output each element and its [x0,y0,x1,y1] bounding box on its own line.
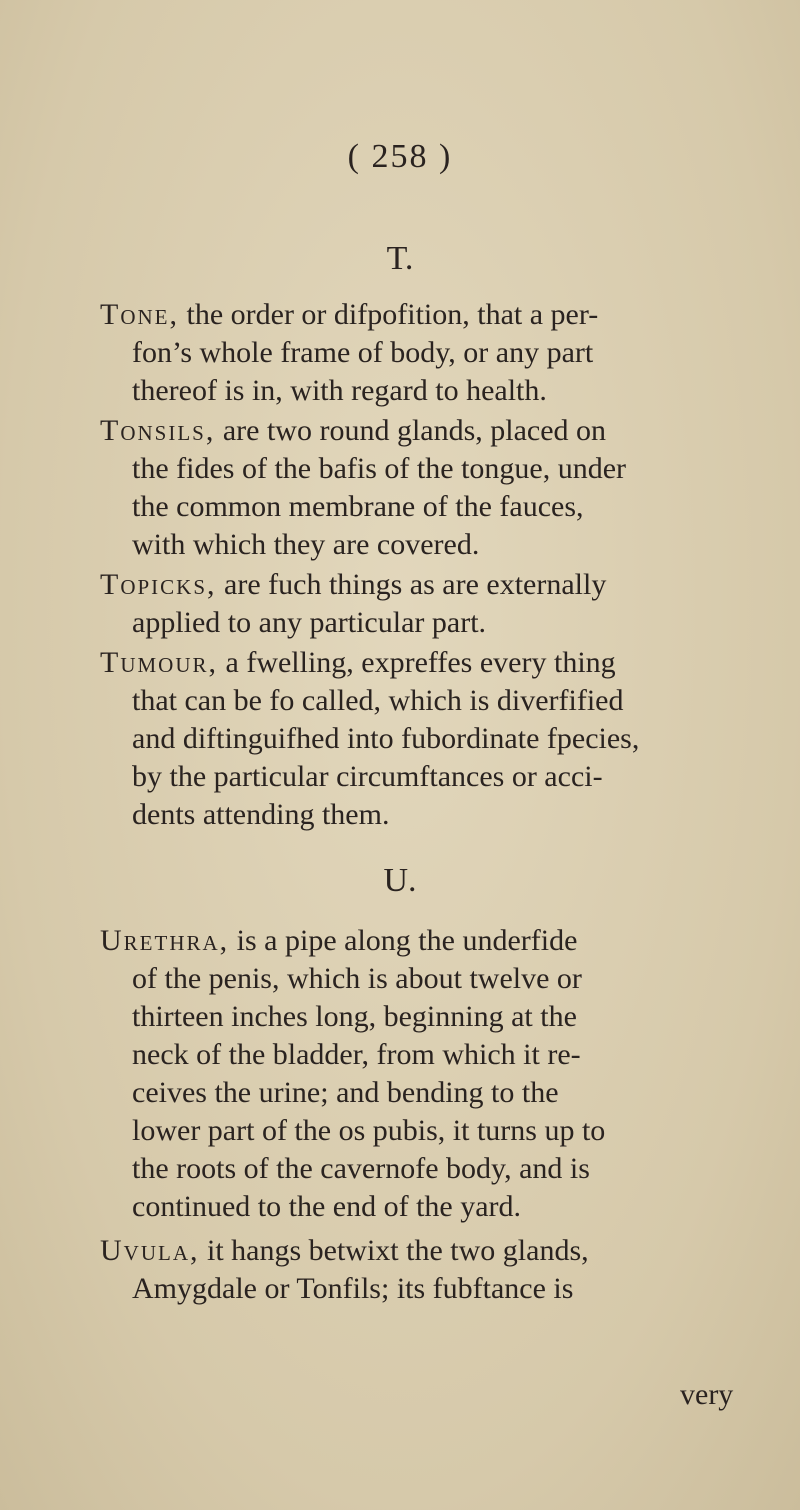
entry-line: and diftinguifhed into fubordinate fpecies, [132,722,640,755]
catchword: very [680,1378,734,1411]
entry-line: of the penis, which is about twelve or [132,962,582,995]
entry-line: lower part of the os pubis, it turns up to [132,1114,606,1147]
glossary-entry-uvula [100,1232,720,1308]
entry-line: ceives the urine; and bending to the [132,1076,559,1109]
entry-first-line: Uvula, it hangs betwixt the two glands, [100,1234,589,1267]
entry-line: thereof is in, with regard to health. [132,374,547,407]
glossary-entry-tonsils [100,412,720,564]
entry-line: the fides of the bafis of the tongue, under [132,452,627,485]
entry-line: continued to the end of the yard. [132,1190,522,1223]
entry-first-line: Tone, the order or difpofition, that a per- [100,298,599,331]
entry-first-line: Topicks, are fuch things as are externally [100,568,607,601]
entry-first-line: Tonsils, are two round glands, placed on [100,414,607,447]
entry-term: Uvula, [100,1234,200,1267]
page-number-header: ( 258 ) [347,138,453,175]
entry-first-line: Tumour, a fwelling, expreffes every thing [100,646,616,679]
entry-line: thirteen inches long, beginning at the [132,1000,577,1033]
entry-term: Urethra, [100,924,230,957]
entry-line: applied to any particular part. [132,606,487,639]
entry-line: the common membrane of the fauces, [132,490,584,523]
entry-term: Tumour, [100,646,219,679]
entry-line: fon’s whole frame of body, or any part [132,336,594,369]
entry-term: Topicks, [100,568,217,601]
entry-line: the roots of the cavernofe body, and is [132,1152,590,1185]
glossary-entry-tumour [100,644,720,834]
entry-line: Amygdale or Tonfils; its fubftance is [132,1272,574,1305]
glossary-entry-tone [100,296,720,410]
entry-line: with which they are covered. [132,528,480,561]
section-heading-u: U. [383,862,417,899]
entry-first-line: Urethra, is a pipe along the underfide [100,924,578,957]
glossary-entry-topicks [100,566,720,642]
entry-term: Tonsils, [100,414,216,447]
entry-term: Tone, [100,298,179,331]
entry-line: that can be fo called, which is diverfified [132,684,624,717]
entry-line: by the particular circumftances or acci- [132,760,603,793]
entry-line: dents attending them. [132,798,390,831]
section-heading-t: T. [386,240,414,277]
glossary-entry-urethra [100,922,720,1226]
entry-line: neck of the bladder, from which it re- [132,1038,581,1071]
